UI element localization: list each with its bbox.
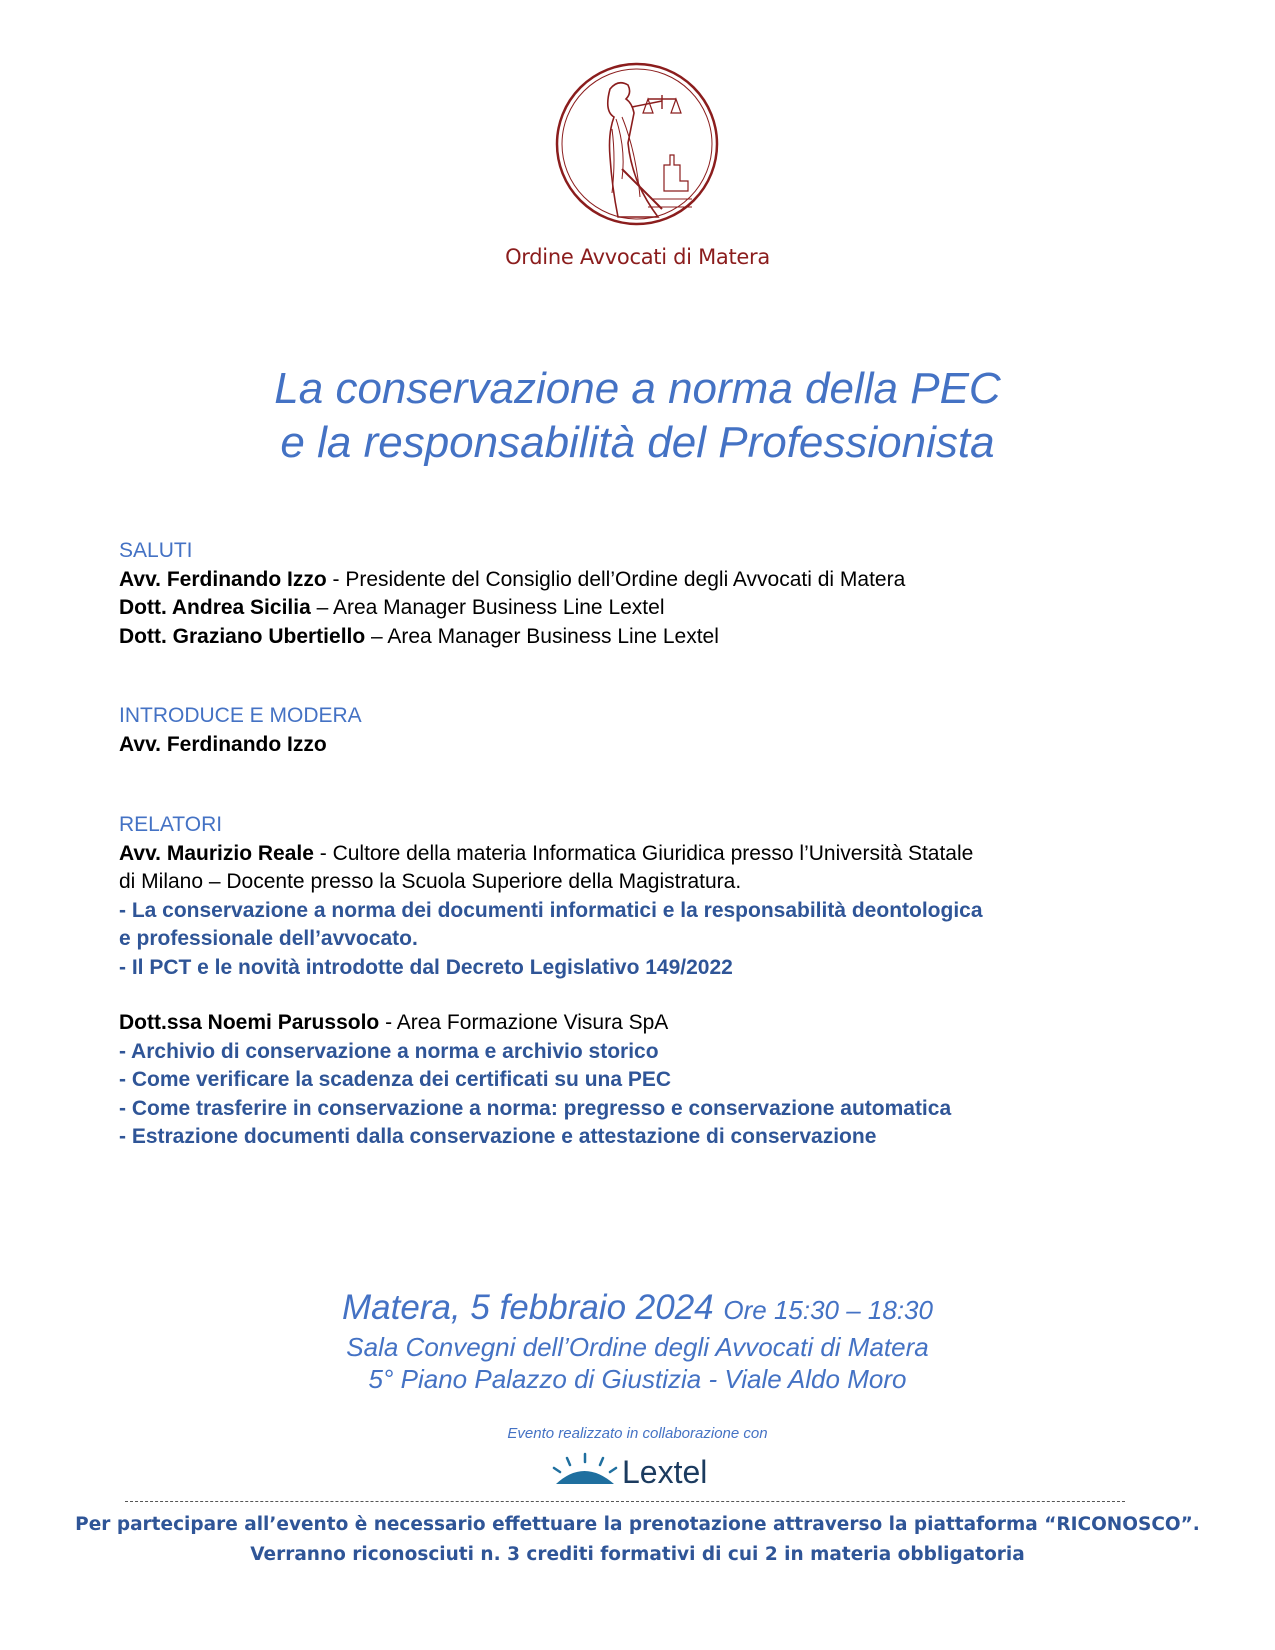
speaker-name: Avv. Maurizio Reale [119,841,314,865]
speaker-name: Avv. Ferdinando Izzo [119,567,327,591]
event-date-line [0,1287,1275,1331]
org-name: Ordine Avvocati di Matera [505,245,770,269]
speaker-name: Dott. Andrea Sicilia [119,596,311,619]
topic-item: - La conservazione a norma dei documenti informatici e la responsabilità deontologica [119,898,983,922]
justice-scales-emblem-icon [552,59,722,229]
event-date: Matera, 5 febbraio 2024 [342,1288,714,1327]
moderatore-name: Avv. Ferdinando Izzo [119,732,327,756]
speaker-role-cont: di Milano – Docente presso la Scuola Superiore della Magistratura. [119,870,742,893]
relatori-section [119,811,1179,1152]
moderatore-heading: INTRODUCE E MODERA [119,704,362,727]
event-time: Ore 15:30 – 18:30 [723,1295,933,1325]
speaker-role: - Presidente del Consiglio dell’Ordine degli Avvocati di Matera [326,567,906,591]
footer-credits: Verranno riconosciuti n. 3 crediti formativi di cui 2 in materia obbligatoria [250,1544,1025,1565]
divider [125,1501,1125,1502]
relatore-1 [119,840,1179,869]
saluti-section [119,537,1179,651]
speaker-name: Dott.ssa Noemi Parussolo [119,1011,380,1034]
moderatore-section [119,702,1179,759]
relatore-2 [119,1009,1179,1038]
footer-registration: Per partecipare all’evento è necessario effettuare la prenotazione attraverso la piattaforma “RICONOSCO”. [75,1514,1200,1535]
collaboration-text: Evento realizzato in collaborazione con [507,1425,768,1442]
topic-item: - Archivio di conservazione a norma e archivio storico [119,1039,659,1063]
speaker-role: – Area Manager Business Line Lextel [365,624,719,648]
page-title-line1: La conservazione a norma della PEC [274,364,1001,413]
topic-item: - Il PCT e le novità introdotte dal Decreto Legislativo 149/2022 [119,955,733,979]
saluti-speaker [119,594,1179,623]
topic-item: - Come trasferire in conservazione a norma: pregresso e conservazione automatica [119,1096,952,1120]
saluti-speaker [119,566,1179,595]
speaker-role: - Area Formazione Visura SpA [379,1011,669,1034]
event-address: 5° Piano Palazzo di Giustizia - Viale Aldo Moro [368,1364,907,1394]
relatori-heading: RELATORI [119,813,223,836]
topic-item-cont: e professionale dell’avvocato. [119,927,418,950]
saluti-heading: SALUTI [119,539,193,562]
page-title-line2: e la responsabilità del Professionista [280,418,995,467]
lextel-logo-icon [550,1448,730,1492]
speaker-role: – Area Manager Business Line Lextel [310,596,665,619]
speaker-name: Dott. Graziano Ubertiello [119,624,366,648]
saluti-speaker [119,623,1179,652]
topic-item: - Estrazione documenti dalla conservazione e attestazione di conservazione [119,1125,877,1148]
topic-item: - Come verificare la scadenza dei certificati su una PEC [119,1068,672,1091]
event-venue: Sala Convegni dell’Ordine degli Avvocati di Matera [346,1332,929,1362]
speaker-role: - Cultore della materia Informatica Giuridica presso l’Università Statale [313,841,974,865]
partner-name: Lextel [622,1454,708,1490]
